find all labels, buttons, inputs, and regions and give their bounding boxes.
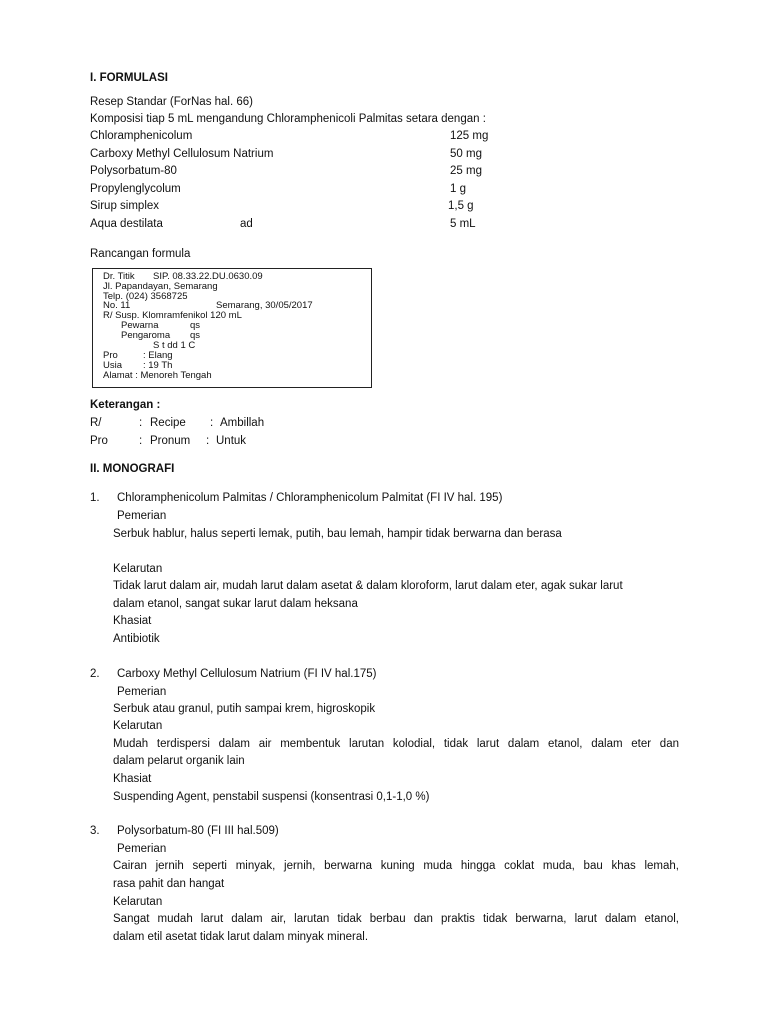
- ingredient-amount: 50 mg: [450, 148, 482, 160]
- khasiat-text: Suspending Agent, penstabil suspensi (konsentrasi 0,1-1,0 %): [113, 791, 430, 803]
- monograph-title: Carboxy Methyl Cellulosum Natrium (FI IV hal.175): [117, 668, 377, 680]
- monograph-number: 1.: [90, 492, 100, 504]
- kelarutan-text-line: dalam pelarut organik lain: [113, 755, 245, 767]
- keterangan-abbr: Pro: [90, 435, 108, 447]
- rx-place-date: Semarang, 30/05/2017: [216, 300, 313, 311]
- rx-number: No. 11: [103, 300, 131, 311]
- keterangan-colon: :: [139, 435, 143, 447]
- monograph-number: 2.: [90, 668, 100, 680]
- keterangan-term: Recipe: [150, 417, 186, 429]
- kelarutan-label: Kelarutan: [113, 563, 163, 575]
- ingredient-name: Polysorbatum-80: [90, 165, 177, 177]
- monograph-title: Polysorbatum-80 (FI III hal.509): [117, 825, 279, 837]
- keterangan-colon: :: [206, 435, 210, 447]
- rx-sip: SIP. 08.33.22.DU.0630.09: [153, 271, 263, 282]
- pemerian-text-line: Cairan jernih seperti minyak, jernih, berwarna kuning muda hingga coklat muda, bau khas lemah,: [113, 860, 679, 872]
- rx-doctor: Dr. Titik: [103, 271, 135, 282]
- kelarutan-text-line: Tidak larut dalam air, mudah larut dalam asetat & dalam kloroform, larut dalam eter, agak sukar larut: [113, 580, 623, 592]
- keterangan-row: [90, 433, 247, 450]
- keterangan-term: Pronum: [150, 435, 191, 447]
- keterangan-meaning: Ambillah: [220, 417, 265, 429]
- ingredient-row: [90, 146, 482, 163]
- ingredient-name: Chloramphenicolum: [90, 130, 193, 142]
- composition-intro: Komposisi tiap 5 mL mengandung Chloramphenicoli Palmitas setara dengan :: [90, 113, 486, 125]
- khasiat-label: Khasiat: [113, 615, 152, 627]
- keterangan-row: [90, 415, 265, 432]
- keterangan-colon: :: [139, 417, 143, 429]
- ingredient-amount: 25 mg: [450, 165, 482, 177]
- rx-alamat: Alamat : Menoreh Tengah: [103, 370, 212, 381]
- kelarutan-text-line: Mudah terdispersi dalam air membentuk larutan kolodial, tidak larut dalam etanol, dalam eter dan: [113, 738, 679, 750]
- rx-pewarna: Pewarna: [121, 320, 159, 331]
- kelarutan-label: Kelarutan: [113, 720, 163, 732]
- rx-pro-value: : Elang: [143, 350, 173, 361]
- khasiat-text: Antibiotik: [113, 633, 160, 645]
- ingredient-row: [90, 128, 489, 145]
- monograph-number: 3.: [90, 825, 100, 837]
- prescription-box: [92, 268, 372, 388]
- kelarutan-label: Kelarutan: [113, 896, 163, 908]
- ingredient-row: [90, 181, 466, 198]
- keterangan-colon: :: [210, 417, 214, 429]
- section-heading-formulasi: I. FORMULASI: [90, 72, 168, 84]
- ingredient-amount: 5 mL: [450, 218, 476, 230]
- rancangan-formula-label: Rancangan formula: [90, 248, 191, 260]
- pemerian-text: Serbuk atau granul, putih sampai krem, higroskopik: [113, 703, 376, 715]
- pemerian-label: Pemerian: [117, 686, 167, 698]
- kelarutan-text-line: dalam etil asetat tidak larut dalam minyak mineral.: [113, 931, 369, 943]
- ingredient-row: [90, 216, 476, 233]
- rx-pewarna-qs: qs: [190, 320, 201, 331]
- ingredient-ad: ad: [240, 218, 253, 230]
- rx-recipe-line: R/ Susp. Klomramfenikol 120 mL: [103, 310, 242, 321]
- rx-pengaroma-qs: qs: [190, 330, 201, 341]
- rx-usia-label: Usia: [103, 360, 123, 371]
- ingredient-row: [90, 198, 474, 215]
- ingredient-name: Carboxy Methyl Cellulosum Natrium: [90, 148, 274, 160]
- ingredient-name: Propylenglycolum: [90, 183, 181, 195]
- pemerian-text: Serbuk hablur, halus seperti lemak, putih, bau lemah, hampir tidak berwarna dan berasa: [113, 528, 562, 540]
- kelarutan-text-line: Sangat mudah larut dalam air, larutan tidak berbau dan praktis tidak berwarna, larut dalam etanol,: [113, 913, 679, 925]
- section-heading-monografi: II. MONOGRAFI: [90, 463, 175, 475]
- ingredient-amount: 1,5 g: [448, 200, 474, 212]
- ingredient-amount: 125 mg: [450, 130, 489, 142]
- rx-address: Jl. Papandayan, Semarang: [103, 281, 218, 292]
- pemerian-label: Pemerian: [117, 843, 167, 855]
- keterangan-heading: Keterangan :: [90, 399, 161, 411]
- ingredient-name: Sirup simplex: [90, 200, 160, 212]
- ingredient-amount: 1 g: [450, 183, 466, 195]
- rx-pengaroma: Pengaroma: [121, 330, 171, 341]
- pemerian-label: Pemerian: [117, 510, 167, 522]
- keterangan-meaning: Untuk: [216, 435, 247, 447]
- ingredient-name: Aqua destilata: [90, 218, 163, 230]
- keterangan-abbr: R/: [90, 417, 102, 429]
- kelarutan-text-line: dalam etanol, sangat sukar larut dalam heksana: [113, 598, 358, 610]
- rx-phone: Telp. (024) 3568725: [103, 291, 188, 302]
- monograph-title: Chloramphenicolum Palmitas / Chloramphenicolum Palmitat (FI IV hal. 195): [117, 492, 503, 504]
- khasiat-label: Khasiat: [113, 773, 152, 785]
- rx-usia-value: : 19 Th: [143, 360, 173, 371]
- pemerian-text-line: rasa pahit dan hangat: [113, 878, 225, 890]
- ingredient-row: [90, 163, 482, 180]
- rx-signa: S t dd 1 C: [153, 340, 196, 351]
- standard-recipe-line: Resep Standar (ForNas hal. 66): [90, 96, 253, 108]
- rx-pro-label: Pro: [103, 350, 118, 361]
